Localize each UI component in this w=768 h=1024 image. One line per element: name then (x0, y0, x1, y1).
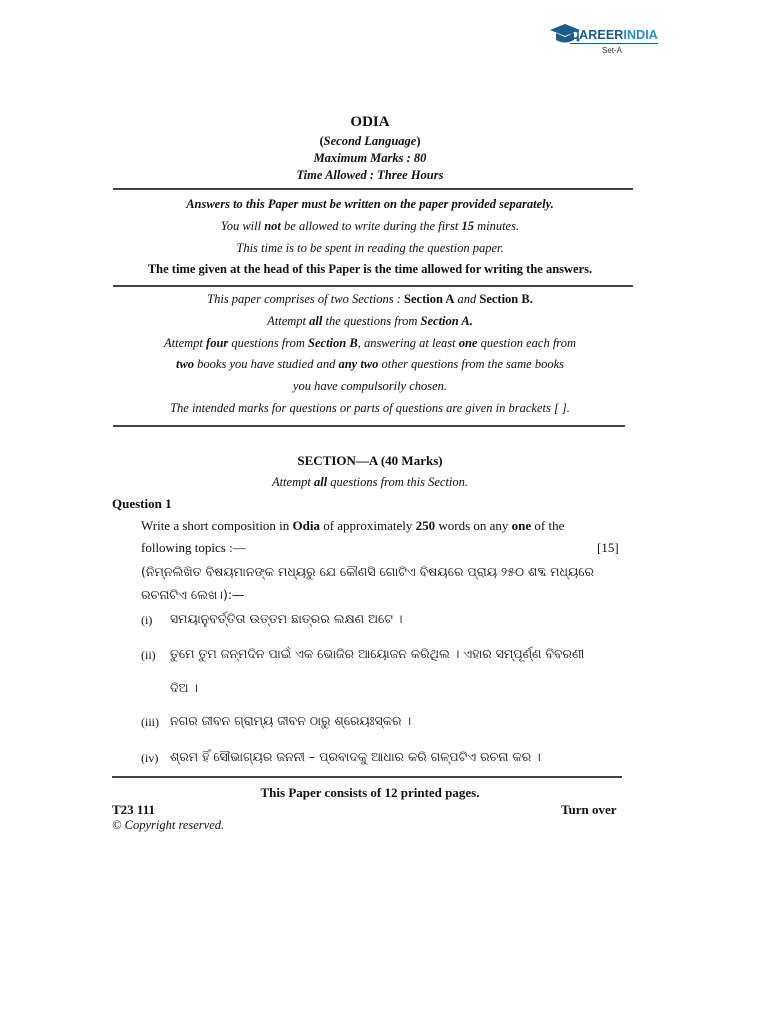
turn-over: Turn over (561, 802, 617, 817)
divider-lower (113, 425, 625, 427)
time-allowed: Time Allowed : Three Hours (296, 168, 444, 182)
section-title: SECTION—A (40 Marks) (297, 453, 443, 468)
question-1-label: Question 1 (112, 496, 172, 511)
question-1-marks: [15] (597, 540, 619, 555)
language-line: (Second Language) (319, 134, 421, 148)
instruction-line-6: The intended marks for questions or parts of questions are given in brackets [ ]. (170, 401, 570, 415)
careerindia-logo (548, 22, 660, 55)
instruction-line-4: two books you have studied and any two other questions from the same books (175, 357, 565, 371)
instruction-line-3: Attempt four questions from Section B, answering at least one question each from (164, 336, 576, 350)
section-subtitle: Attempt all questions from this Section. (271, 475, 469, 489)
topic-3: ନଗର ଜୀବନ ଗ୍ରାମ୍ୟ ଜୀବନ ଠାରୁ ଶ୍ରେୟଃସ୍କର । (170, 713, 412, 728)
notice-line-4: The time given at the head of this Paper is the time allowed for writing the answers. (147, 262, 593, 276)
set-label: Set-A (602, 46, 623, 55)
notice-line-1: Answers to this Paper must be written on the paper provided separately. (186, 197, 554, 211)
topic-4: ଶ୍ରମ ହିଁ ସୌଭାଗ୍ୟର ଜନନୀ – ପ୍ରବାଦକୁ ଆଧାର କରି ଗଳ୍ପଟିଏ ରଚନା କର । (170, 749, 541, 764)
odia-instruction-line-2: ରଚନାଟିଏ ଲେଖ।):— (141, 587, 245, 602)
max-marks: Maximum Marks : 80 (313, 151, 427, 165)
instruction-line-1: This paper comprises of two Sections : Section A and Section B. (207, 292, 533, 306)
topic-2-continued: ଦିଅ । (170, 680, 199, 695)
subject-title: ODIA (350, 114, 390, 130)
question-1-text: Write a short composition in Odia of approximately 250 words on any one of the (141, 518, 565, 533)
logo-underline (570, 43, 658, 44)
item-number-1: (i) (141, 613, 153, 627)
notice-line-2: You will not be allowed to write during the first 15 minutes. (220, 219, 520, 233)
question-1-text-line-2: following topics :— (141, 540, 246, 555)
notice-line-3: This time is to be spent in reading the question paper. (236, 241, 504, 255)
divider-footer (112, 776, 622, 778)
instruction-line-2: Attempt all the questions from Section A. (267, 314, 473, 328)
divider-top (113, 188, 633, 190)
copyright: © Copyright reserved. (112, 818, 225, 832)
item-number-4: (iv) (141, 751, 159, 765)
divider-middle (113, 285, 633, 287)
item-number-2: (ii) (141, 648, 156, 662)
logo-text: CAREERINDIA (570, 28, 658, 42)
page-count-note: This Paper consists of 12 printed pages. (260, 785, 480, 800)
topic-1: ସମୟାନୁବର୍ତ୍ତିତା ଉତ୍ତମ ଛାତ୍ରର ଲକ୍ଷଣ ଅଟେ । (170, 611, 403, 626)
topic-2: ତୁମେ ତୁମ ଜନ୍ମଦିନ ପାଇଁ ଏକ ଭୋଜିର ଆୟୋଜନ କରିଥିଲ । ଏହାର ସମ୍ପୂର୍ଣ୍ଣ ବିବରଣୀ (170, 646, 585, 661)
paper-code: T23 111 (112, 802, 155, 817)
odia-instruction-line-1: (ନିମ୍ନଲିଖିତ ବିଷୟମାନଙ୍କ ମଧ୍ୟରୁ ଯେ କୌଣସି ଗୋଟିଏ ବିଷୟରେ ପ୍ରାୟ ୨୫୦ ଶବ୍ଦ ମଧ୍ୟରେ (141, 564, 595, 579)
item-number-3: (iii) (141, 715, 159, 729)
instruction-line-5: you have compulsorily chosen. (292, 379, 448, 393)
